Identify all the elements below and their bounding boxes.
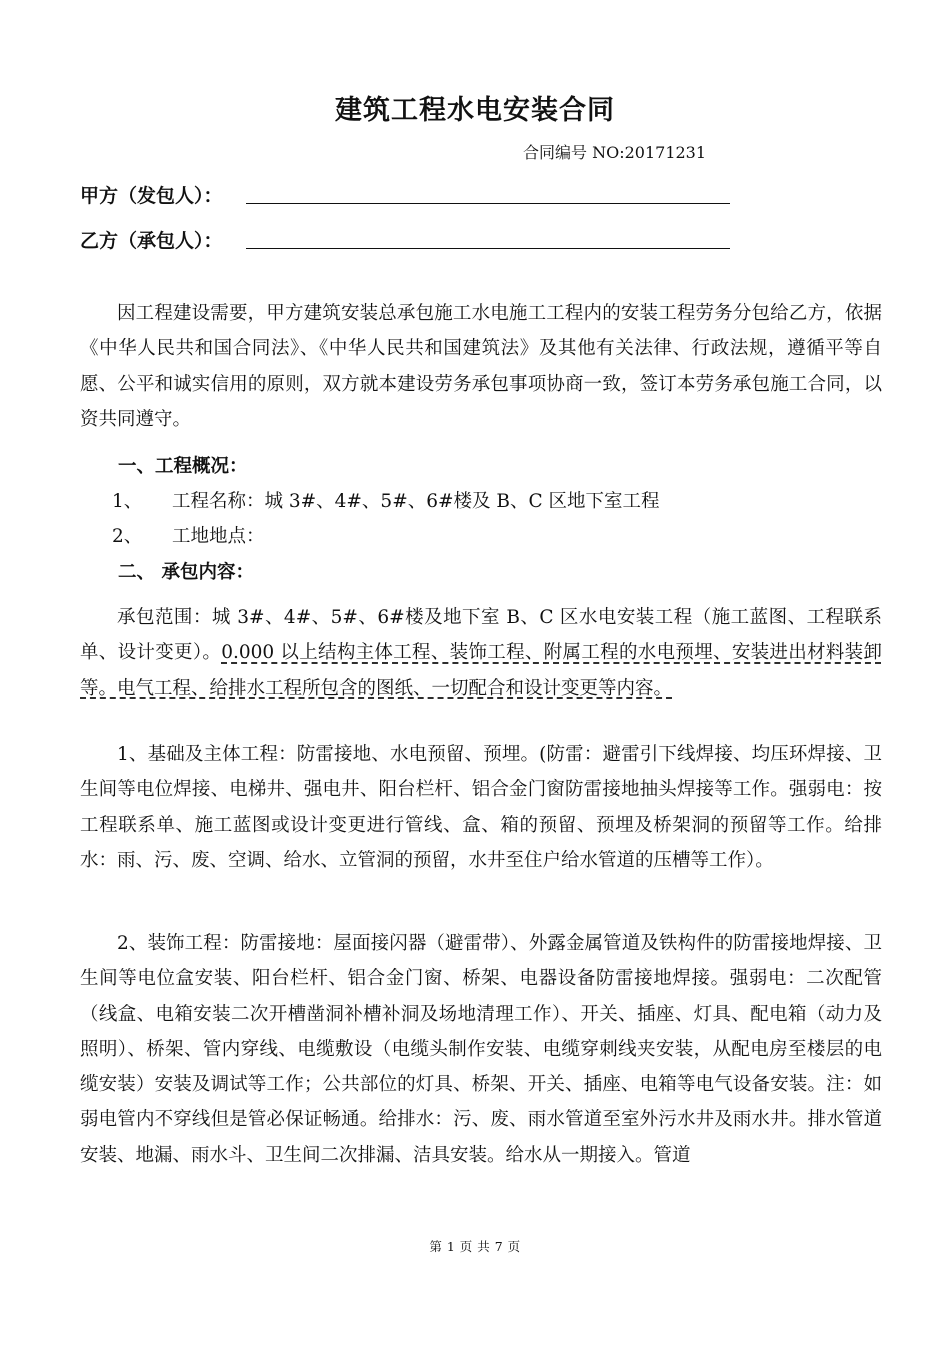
item-2-number: 2、 [112,526,143,547]
intro-paragraph: 因工程建设需要，甲方建筑安装总承包施工水电施工工程内的安装工程劳务分包给乙方，依据《中华人民共和国合同法》、《中华人民共和国建筑法》及其他有关法律、行政法规，遵循平等自愿、公平和诚实信用的原则，双方就本建设劳务承包事项协商一致，签订本劳务承包施工合同，以资共同遵守。 [80,303,882,430]
decoration-works-paragraph: 2、装饰工程：防雷接地：屋面接闪器（避雷带）、外露金属管道及铁构件的防雷接地焊接、卫生间等电位盒安装、阳台栏杆、铝合金门窗、桥架、电器设备防雷接地焊接。强弱电：二次配管（线盒、电箱安装二次开槽凿洞补槽补洞及场地清理工作）、开关、插座、灯具、配电箱（动力及照明）、桥架、管内穿线、电缆敷设（电缆头制作安装、电缆穿刺线夹安装，从配电房至楼层的电缆安装）安装及调试等工作；公共部位的灯具、桥架、开关、插座、电箱等电气设备安装。注：如弱电管内不穿线但是管必保证畅通。给排水：污、废、雨水管道至室外污水井及雨水井。排水管道安装、地漏、雨水斗、卫生间二次排漏、洁具安装。给水从一期接入。管道 [80,933,882,1166]
party-b-label: 乙方（承包人）： [80,230,223,252]
project-name: 工程名称：城 3#、4#、5#、6#楼及 B、C 区地下室工程 [172,491,660,512]
item-1-number: 1、 [112,491,143,512]
basic-works-paragraph: 1、基础及主体工程：防雷接地、水电预留、预埋。(防雷：避雷引下线焊接、均压环焊接、卫生间等电位焊接、电梯井、强电井、阳台栏杆、铝合金门窗防雷接地抽头焊接等工作。强弱电：按工程联系单、施工蓝图或设计变更进行管线、盒、箱的预留、预埋及桥架洞的预留等工作。给排水：雨、污、废、空调、给水、立管洞的预留，水井至住户给水管道的压槽等工作）。 [80,744,882,871]
party-a-label: 甲方（发包人）： [80,185,223,207]
document-title: 建筑工程水电安装合同 [335,95,615,126]
party-b-blank-line [246,248,730,249]
party-a-blank-line [246,203,730,204]
contract-number: 合同编号 NO:20171231 [523,143,707,162]
site-location: 工地地点： [172,526,265,547]
section-2-heading: 二、 承包内容： [118,562,254,583]
scope-lead-text: 承包范围：城 3#、4#、5#、6#楼及地下室 B、C 区水电安装工程（施工蓝图、工程联系单、设计变更）。 [80,607,882,664]
scope-underlined-text: 0.000 以上结构主体工程、装饰工程、附属工程的水电预埋、安装进出材料装卸等。电气工程、给排水工程所包含的图纸、一切配合和设计变更等内容。 [80,642,882,699]
page-footer: 第 1 页 共 7 页 [429,1239,521,1254]
section-1-heading: 一、工程概况： [118,456,248,477]
scope-paragraph [80,600,882,706]
